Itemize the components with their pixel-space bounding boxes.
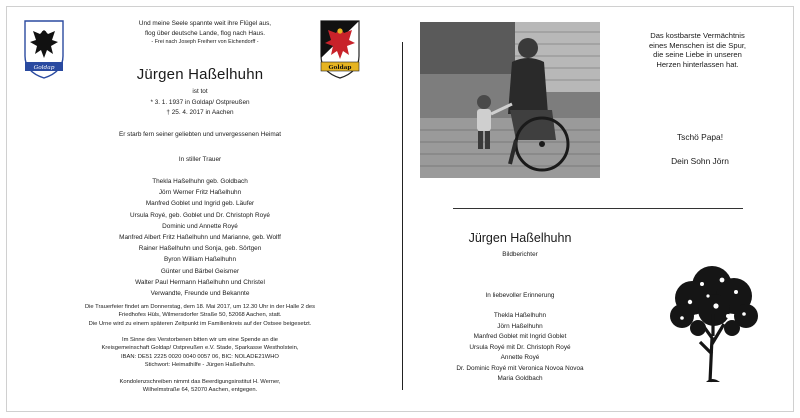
crest-right-text: Goldap [328, 65, 352, 71]
condolence-info [30, 378, 370, 395]
tscho-papa: Tschö Papa! [676, 132, 724, 142]
donation-info [30, 336, 370, 369]
condolence-line: Kondolenzschreiben nimmt das Beerdigungsinstitut H. Werner, [119, 379, 281, 385]
tree-icon [662, 258, 764, 384]
eagle-crest-icon [22, 18, 66, 80]
list-item: Jörn Haßelhuhn [497, 322, 543, 330]
list-item: Ursula Royé, geb. Goblet und Dr. Christoph Royé [130, 211, 270, 219]
donation-line: Im Sinne des Verstorbenen bitten wir um eine Spende an die [122, 337, 278, 343]
life-dates [100, 98, 300, 117]
deceased-name-second: Jürgen Haßelhuhn [468, 231, 572, 245]
tree-illustration [662, 258, 764, 384]
list-item: Byron William Haßelhuhn [163, 256, 237, 264]
poem-line: flog über deutsche Lande, flog nach Haus. [144, 29, 266, 37]
legacy-quote [615, 31, 780, 69]
condolence-line: Wilhelmstraße 64, 52070 Aachen, entgegen. [142, 387, 258, 394]
list-item: Dr. Dominic Royé mit Veronica Novoa Novoa [456, 364, 584, 372]
poem [110, 19, 300, 48]
list-item: Manfred Goblet mit Ingrid Goblet [473, 333, 567, 340]
list-item: Thekla Haßelhuhn [493, 312, 547, 319]
goldap-city-crest [318, 18, 362, 80]
funeral-line: Die Urne wird zu einem späteren Zeitpunkt im Familienkreis auf der Ostsee beigesetzt. [88, 320, 312, 327]
legacy-line: eines Menschen ist die Spur, [648, 40, 747, 50]
list-item: Annette Royé [500, 354, 540, 361]
funeral-info [30, 303, 370, 328]
ist-tot-text: ist tot [192, 88, 208, 95]
list-item: Manfred Albert Fritz Haßelhuhn und Marianne, geb. Wolff [119, 234, 281, 242]
list-item: Dominic und Annette Royé [162, 222, 238, 230]
poem-attribution: - Frei nach Joseph Freiherr von Eichendorff - [151, 39, 259, 45]
legacy-line: die seine Liebe in unseren [653, 50, 742, 60]
list-item: Thekla Haßelhuhn geb. Goldbach [152, 178, 248, 185]
list-item: Maria Goldbach [497, 375, 543, 382]
legacy-line: Das kostbarste Vermächtnis [650, 31, 745, 40]
death-date: † 25. 4. 2017 in Aachen [166, 108, 234, 116]
horizontal-rule [453, 208, 743, 209]
in-stiller-trauer: In stiller Trauer [178, 156, 222, 163]
donation-line: Kreisgemeinschaft Goldap/ Ostpreußen e.V. Stade, Sparkasse Westholstein, [101, 345, 299, 352]
red-eagle-crest-icon [318, 18, 362, 80]
list-item: Günter und Bärbel Geismer [160, 267, 240, 275]
mourners-list [40, 176, 360, 299]
list-item: Ursula Royé mit Dr. Christoph Royé [469, 343, 571, 351]
death-statement: Er starb fern seiner geliebten und unvergessenen Heimat [119, 131, 281, 138]
birth-date: * 3. 1. 1937 in Goldap/ Ostpreußen [150, 99, 250, 106]
donation-line: IBAN: DE51 2225 0020 0040 0057 06, BIC: NOLADE21WHO [121, 353, 279, 360]
list-item: Walter Paul Hermann Haßelhuhn und Christel [135, 278, 265, 286]
goldap-eagle-crest [22, 18, 66, 80]
legacy-line: Herzen hinterlassen hat. [656, 59, 739, 69]
wheelchair-photo-icon [420, 22, 600, 178]
list-item: Jörn Werner Fritz Haßelhuhn [158, 189, 242, 197]
poem-line: Und meine Seele spannte weit ihre Flügel aus, [138, 20, 272, 27]
funeral-line: Die Trauerfeier findet am Donnerstag, dem 18. Mai 2017, um 12.30 Uhr in der Halle 2 des [84, 304, 316, 310]
family-photo [420, 22, 600, 178]
list-item: Rainer Haßelhuhn und Sonja, geb. Sörtgen [138, 245, 262, 253]
list-item: Verwandte, Freunde und Bekannte [150, 290, 250, 298]
crest-left-text: Goldap [33, 65, 55, 71]
vertical-divider [402, 42, 403, 390]
remembrance-names [420, 311, 620, 385]
son-signature: Dein Sohn Jörn [671, 156, 729, 166]
profession: Bildberichter [502, 251, 538, 258]
list-item: Manfred Goblet und Ingrid geb. Läufer [145, 200, 255, 208]
in-liebevoller-erinnerung: In liebevoller Erinnerung [485, 292, 555, 299]
donation-line: Stichwort: Heimathilfe - Jürgen Haßelhuhn. [144, 361, 256, 368]
deceased-name: Jürgen Haßelhuhn [136, 66, 264, 83]
funeral-line: Friedhofes Hüls, Wilmersdorfer Straße 50, 52068 Aachen, statt. [118, 312, 282, 319]
